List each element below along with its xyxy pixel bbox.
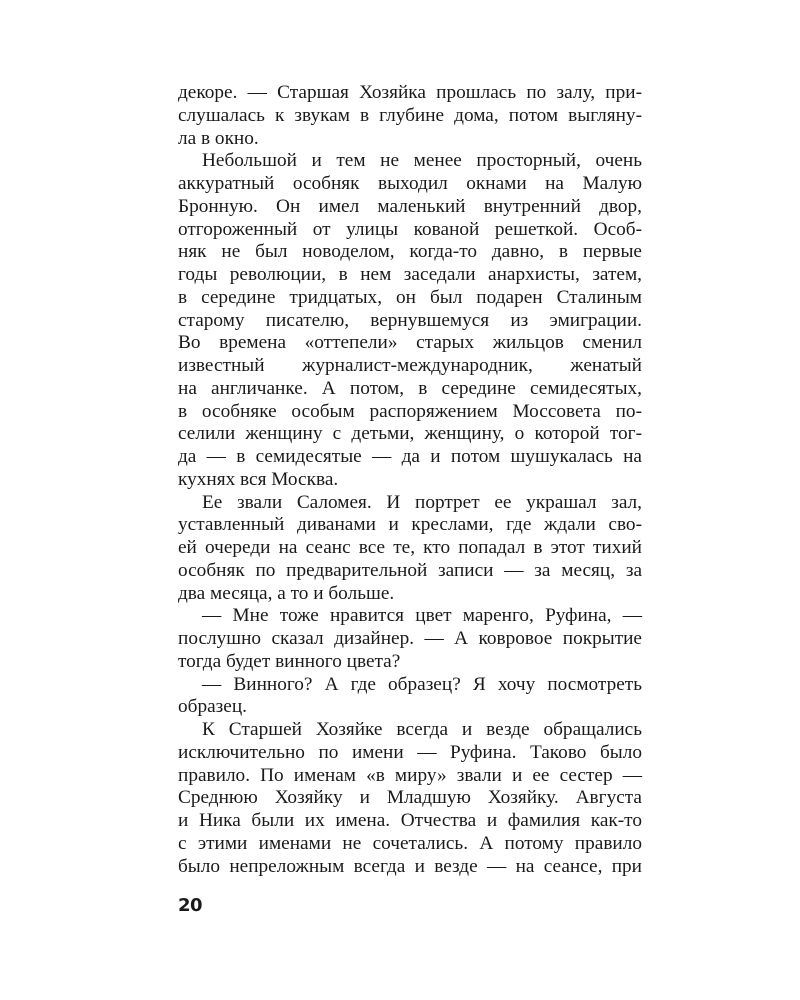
text-line: слушалась к звукам в глубине дома, потом выгляну- (178, 104, 642, 126)
text-line: тогда будет винного цвета? (178, 650, 401, 672)
text-line: правило. По именам «в миру» звали и ее сестер — (178, 764, 642, 786)
text-line: и Ника были их имена. Отчества и фамилия как-то (178, 810, 642, 831)
body-text (178, 82, 642, 878)
text-line: ла в окно. (178, 127, 259, 149)
text-line: в особняке особым распоряжением Моссовета по- (178, 400, 642, 422)
text-line: годы революции, в нем заседали анархисты, затем, (178, 264, 642, 285)
text-line: особняк по предварительной записи — за месяц, за (178, 559, 642, 581)
text-line: да — в семидесятые — да и потом шушукалась на (178, 446, 642, 467)
text-line: с этими именами не сочетались. А потому правило (178, 832, 642, 854)
text-line: было непреложным всегда и везде — на сеансе, при (178, 855, 642, 877)
text-line: Бронную. Он имел маленький внутренний двор, (178, 195, 642, 217)
text-line: два месяца, а то и больше. (178, 582, 395, 604)
text-line: Во времена «оттепели» старых жильцов сменил (178, 332, 642, 354)
text-line: послушно сказал дизайнер. — А ковровое покрытие (178, 628, 642, 649)
text-line: — Мне тоже нравится цвет маренго, Руфина, — (202, 605, 642, 627)
page-number: 20 (178, 895, 203, 916)
text-line: в середине тридцатых, он был подарен Сталиным (178, 286, 642, 308)
text-line: Среднюю Хозяйку и Младшую Хозяйку. Августа (178, 787, 642, 809)
text-line: отгороженный от улицы кованой решеткой. Особ- (178, 218, 642, 240)
text-line: няк не был новоделом, когда-то давно, в первые (178, 241, 642, 263)
text-line: Небольшой и тем не менее просторный, очень (202, 150, 642, 172)
text-line: образец. (178, 696, 247, 718)
text-line: на англичанке. А потом, в середине семидесятых, (178, 377, 642, 399)
text-line: — Винного? А где образец? Я хочу посмотреть (202, 673, 642, 695)
text-line: уставленный диванами и креслами, где ждали сво- (178, 514, 642, 536)
text-line: К Старшей Хозяйке всегда и везде обращались (202, 719, 642, 740)
text-line: исключительно по имени — Руфина. Таково было (178, 741, 642, 763)
text-line: Ее звали Саломея. И портрет ее украшал зал, (202, 491, 642, 513)
text-line: ей очереди на сеанс все те, кто попадал в этот тихий (178, 537, 642, 558)
text-line: старому писателю, вернувшемуся из эмиграции. (178, 309, 642, 331)
text-line: декоре. — Старшая Хозяйка прошлась по залу, при- (178, 82, 642, 103)
text-line: кухнях вся Москва. (178, 468, 339, 490)
text-line: аккуратный особняк выходил окнами на Малую (178, 173, 642, 194)
text-line: известный журналист-международник, женатый (178, 355, 642, 376)
text-line: селили женщину с детьми, женщину, о которой тог- (178, 423, 642, 445)
